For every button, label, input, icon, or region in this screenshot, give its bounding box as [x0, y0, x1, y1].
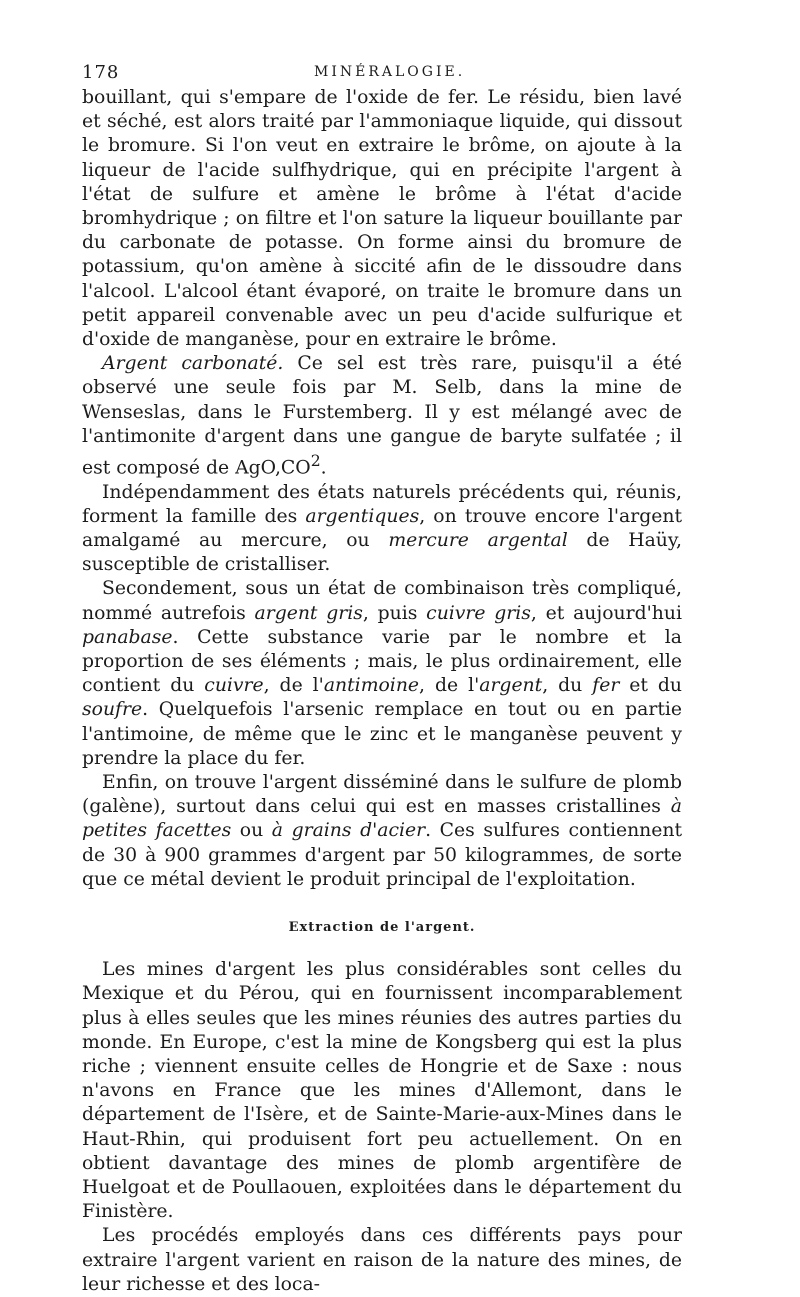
text-run: , puis: [362, 602, 427, 624]
text-run: et du: [619, 675, 683, 697]
text-run: , on trouve encore l'argent amalgamé au mercure, ou: [82, 505, 682, 551]
text-run: ou: [231, 820, 272, 842]
text-run: .: [320, 457, 327, 479]
italic-term: argent: [479, 675, 543, 697]
page-header: [82, 62, 682, 86]
italic-term: antimoine: [323, 675, 420, 697]
italic-term: cuivre: [204, 675, 264, 697]
text-run: . Ces sulfures contiennent de 30 à 900 grammes d'argent par 50 kilogrammes, de sorte que ce métal devient le produit principal de l'exploitation.: [82, 820, 683, 890]
text-run: Indépendamment des états naturels précédents qui, réunis, forment la famille des: [82, 481, 682, 527]
italic-term: mercure argental: [388, 529, 568, 551]
italic-term: soufre: [82, 699, 143, 721]
text-run: Ce sel est très rare, puisqu'il a été observé une seule fois par M. Selb, dans la mine de Wenseslas, dans le Furstemberg. Il y est mélangé avec de l'antimonite d'argent dans une gangue de baryte sulfatée ; il est composé de AgO,CO: [82, 353, 682, 479]
paragraph-procedes: Les procédés employés dans ces différents pays pour extraire l'argent varient en raison de la nature des mines, de leur richesse et des loca-: [82, 1225, 682, 1295]
text-run: . Quelquefois l'arsenic remplace en tout ou en partie l'antimoine, de même que le zinc et le manganèse peuvent y prendre la place du fer.: [82, 699, 682, 769]
paragraph-argent-carbonate: [82, 352, 682, 480]
page-number: 178: [82, 62, 120, 83]
italic-term: fer: [592, 675, 620, 697]
body-text: [82, 86, 682, 1297]
paragraph-galene: [82, 771, 682, 892]
italic-term: panabase: [82, 626, 173, 648]
text-run: , et aujourd'hui: [530, 602, 682, 624]
paragraph-bromure: bouillant, qui s'empare de l'oxide de fer. Le résidu, bien lavé et séché, est alors traité par l'ammoniaque liquide, qui dissout le bromure. Si l'on veut en extraire le brôme, on ajoute à la liqueur de l'acide sulfhydrique, qui en précipite l'argent à l'état de sulfure et amène le brôme à l'état d'acide bromhydrique ; on filtre et l'on sature la liqueur bouillante par du carbonate de potasse. On forme ainsi du bromure de potassium, qu'on amène à siccité afin de le dissoudre dans l'alcool. L'alcool étant évaporé, on traite le bromure dans un petit appareil convenable avec un peu d'acide sulfurique et d'oxide de manganèse, pour en extraire le brôme.: [82, 87, 682, 351]
italic-term: à grains d'acier: [271, 820, 426, 842]
text-run: , de l': [419, 675, 480, 697]
italic-term: argentiques: [305, 505, 420, 527]
text-run: . Cette substance varie par le nombre et la proportion de ses éléments ; mais, le plus ordinairement, elle contient du: [82, 626, 682, 697]
text-run: Secondement, sous un état de combinaison très compliqué, nommé autrefois: [82, 578, 682, 624]
italic-term: Argent carbonaté.: [102, 353, 284, 375]
text-run: , du: [542, 675, 593, 697]
text-run: , de l': [263, 675, 324, 697]
paragraph-mines: Les mines d'argent les plus considérables sont celles du Mexique et du Pérou, qui en fournissent incomparablement plus à elles seules que les mines réunies des autres parties du monde. En Europe, c'est la mine de Kongsberg qui est la plus riche ; viennent ensuite celles de Hongrie et de Saxe : nous n'avons en France que les mines d'Allemont, dans le département de l'Isère, et de Sainte-Marie-aux-Mines dans le Haut-Rhin, qui produisent fort peu actuellement. On en obtient davantage des mines de plomb argentifère de Huelgoat et de Poullaouen, exploitées dans le département du Finistère.: [82, 959, 682, 1223]
italic-term: argent gris: [254, 602, 363, 624]
text-run: Enfin, on trouve l'argent disséminé dans le sulfure de plomb (galène), surtout dans celui qui est en masses cristallines: [82, 771, 682, 818]
superscript: 2: [310, 451, 321, 471]
running-head: MINÉRALOGIE.: [314, 64, 466, 80]
text-run: de Haüy, susceptible de cristalliser.: [82, 529, 682, 576]
italic-term: cuivre gris: [426, 602, 531, 624]
italic-term: à petites facettes: [82, 796, 682, 842]
section-heading: Extraction de l'argent.: [288, 919, 476, 935]
paragraph-panabase: [82, 577, 682, 771]
paragraph-argentiques: [82, 481, 682, 578]
